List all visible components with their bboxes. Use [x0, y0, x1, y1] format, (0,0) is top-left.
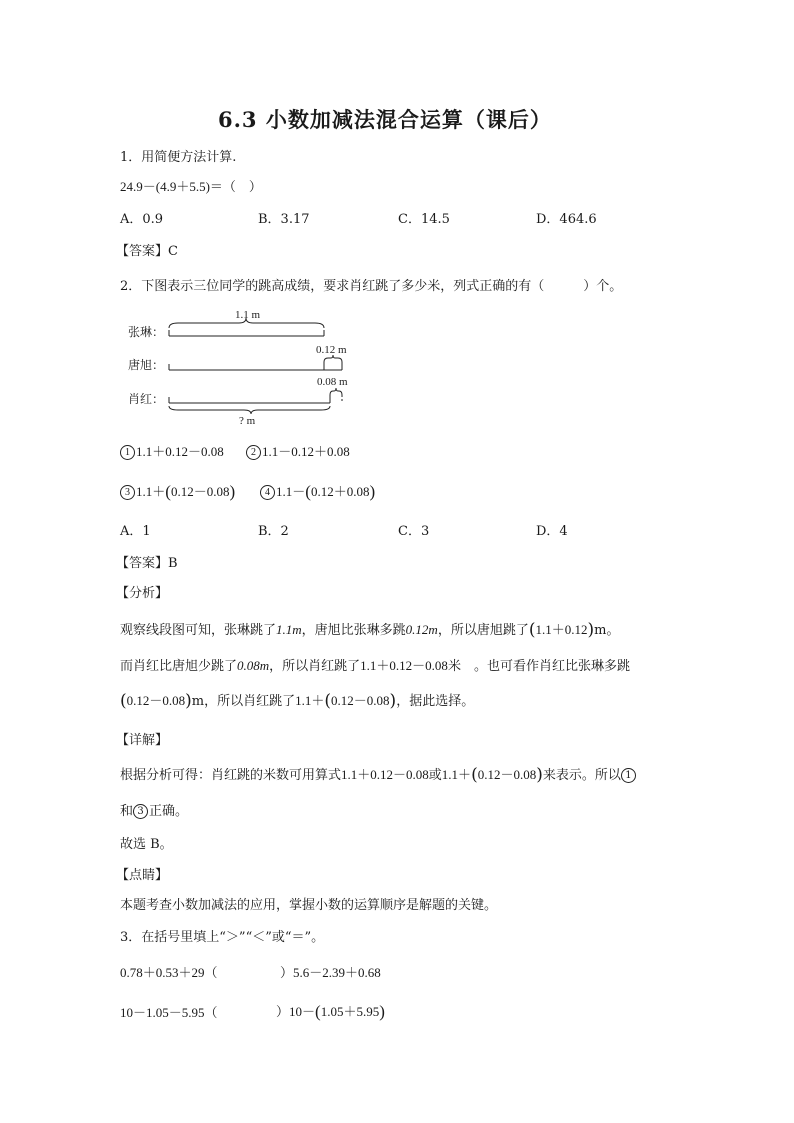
measure-xiaohong-unknown: ? m	[239, 415, 256, 426]
choice-3-expr-b: 0.12－0.08	[170, 484, 230, 499]
q2-choice-3: 3 1.1＋(0.12－0.08)	[120, 481, 235, 502]
q2-detail-line-2: 和 3 正确。	[120, 804, 189, 819]
q2-choice-4: 4 1.1－(0.12＋0.08)	[260, 481, 375, 502]
choice-3-expr-a: 1.1＋	[136, 484, 166, 499]
q2-analysis-line-2: 而肖红比唐旭少跳了0.08m，所以肖红跳了1.1＋0.12－0.08米 。也可看作肖红比张琳多跳	[120, 658, 630, 674]
choice-1-expr: 1.1＋0.12－0.08	[136, 444, 224, 459]
q3-row-2-left: 10－1.05－5.95（	[120, 1005, 218, 1020]
segment-diagram	[120, 306, 380, 426]
measure-zhanglin: 1.1 m	[235, 309, 261, 321]
q2-analysis-line-3: (0.12－0.08)m，所以肖红跳了1.1＋(0.12－0.08)，据此选择。	[120, 691, 475, 711]
q3-row-1-right: ）5.6－2.39＋0.68	[280, 965, 381, 980]
xiaohong-segment	[169, 395, 330, 414]
q2-option-b: B．2	[258, 524, 289, 539]
diagram-label-tangxu: 唐旭：	[128, 358, 165, 372]
circle-mark-3: 3	[120, 485, 135, 500]
q3-row-2-right: ）10－(1.05＋5.95)	[276, 1002, 385, 1021]
circle-mark-3-ref: 3	[133, 804, 148, 819]
q1-stem: 1．用简便方法计算.	[120, 150, 237, 165]
q3-stem: 3．在括号里填上“＞”“＜”或“＝”。	[120, 930, 325, 945]
q2-option-c: C．3	[398, 524, 430, 539]
choice-4-expr-b: 0.12＋0.08	[310, 484, 370, 499]
diagram-label-xiaohong: 肖红：	[128, 392, 165, 406]
q2-choice-2	[246, 441, 350, 460]
q1-answer: 【答案】C	[116, 244, 178, 259]
q2-stem: 2．下图表示三位同学的跳高成绩，要求肖红跳了多少米，列式正确的有（ ）个。	[120, 279, 623, 294]
q2-comment: 本题考查小数加减法的应用，掌握小数的运算顺序是解题的关键。	[120, 898, 498, 913]
q1-option-a: A．0.9	[120, 212, 164, 227]
circle-mark-4: 4	[260, 485, 275, 500]
q2-detail-line-1: 根据分析可得：肖红跳的米数可用算式1.1＋0.12－0.08或1.1＋(0.12－0.08)来表示。所以 1	[120, 764, 637, 785]
q3-row-1-left: 0.78＋0.53＋29（	[120, 965, 218, 980]
diagram-label-zhanglin: 张琳：	[128, 325, 165, 339]
choice-4-expr-a: 1.1－	[276, 484, 306, 499]
choice-2-expr: 1.1－0.12＋0.08	[262, 444, 350, 459]
q1-option-d: D．464.6	[536, 212, 597, 227]
q2-detail-line-3: 故选 B。	[120, 837, 173, 852]
q1-option-b: B．3.17	[258, 212, 310, 227]
q1-expression: 24.9－(4.9＋5.5)＝（ ）	[120, 179, 262, 194]
q2-option-d: D．4	[536, 524, 568, 539]
q1-option-c: C．14.5	[398, 212, 450, 227]
measure-tangxu-extra: 0.12 m	[316, 344, 347, 356]
q2-option-a: A．1	[120, 524, 151, 539]
tangxu-segment	[169, 355, 342, 370]
circle-mark-1-ref: 1	[621, 768, 636, 783]
q2-answer: 【答案】B	[116, 556, 178, 571]
q2-analysis-heading: 【分析】	[116, 586, 169, 601]
page-title: 6.3 小数加减法混合运算（课后）	[218, 107, 552, 132]
q2-comment-heading: 【点睛】	[116, 868, 169, 883]
measure-xiaohong-less: 0.08 m	[317, 376, 348, 388]
q2-analysis-line-1: 观察线段图可知，张琳跳了1.1m，唐旭比张琳多跳0.12m，所以唐旭跳了(1.1＋0.12)m。	[120, 620, 620, 640]
xiaohong-brace-small	[330, 388, 342, 395]
circle-mark-2: 2	[246, 445, 261, 460]
circle-mark-1: 1	[120, 445, 135, 460]
q2-detail-heading: 【详解】	[116, 733, 169, 748]
q2-choice-1	[120, 441, 224, 460]
